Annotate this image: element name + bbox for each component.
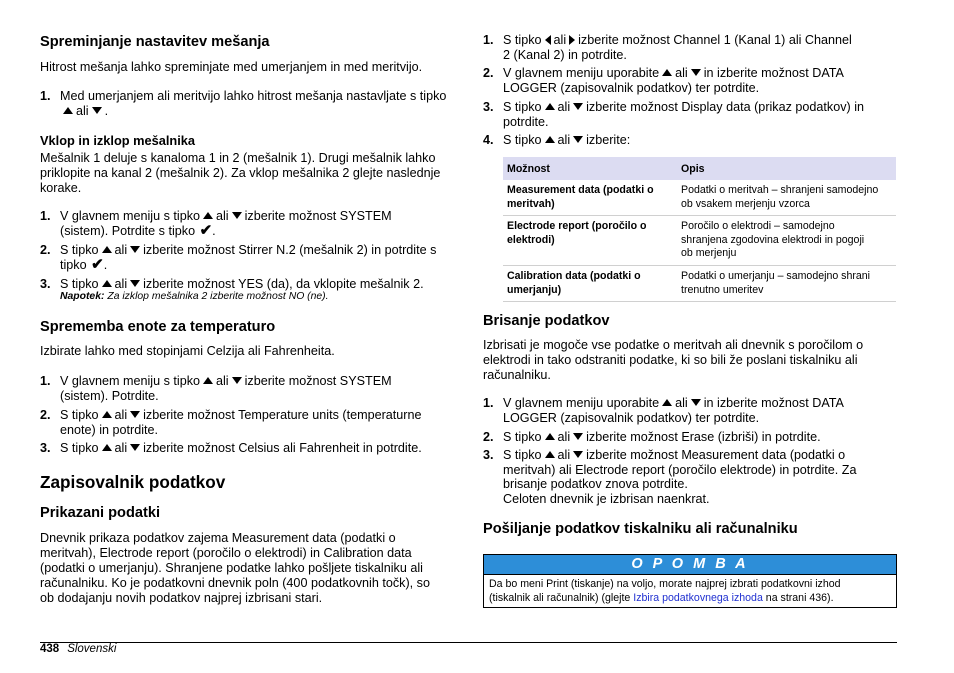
displayed-data-paragraph: Dnevnik prikaza podatkov zajema Measurement data (podatki o meritvah), Electrode report (poročilo o elektrodi) in Calibration data (podatki o umerjanju). Shranjene podatke lahko pošljete tiskalniku ali računalniku. Ko je podatkovni dnevnik poln (400 podatkovnih točk), so ob dodajanju novih podatkov najprej izbrisani stari. — [40, 531, 430, 605]
up-arrow-icon — [102, 444, 112, 451]
down-arrow-icon — [232, 377, 242, 384]
up-arrow-icon — [545, 103, 555, 110]
down-arrow-icon — [691, 69, 701, 76]
down-arrow-icon — [691, 399, 701, 406]
up-arrow-icon — [203, 377, 213, 384]
page-number: 438 — [40, 643, 60, 655]
stirrer-toggle-intro: Mešalnik 1 deluje s kanaloma 1 in 2 (mešalnik 1). Drugi mešalnik lahko priklopite na kanal 2 (mešalnik 2). Za vklop mešalnika 2 glejte naslednje korake. — [40, 151, 441, 195]
note-body: Da bo meni Print (tiskanje) na voljo, morate najprej izbrati podatkovni izhod (tiskalnik ali računalnik) (glejte Izbira podatkovnega izhoda na strani 436). — [489, 578, 841, 604]
table-header-row — [503, 157, 896, 180]
footer-language: Slovenski — [67, 643, 117, 655]
up-arrow-icon — [545, 433, 555, 440]
up-arrow-icon — [545, 136, 555, 143]
section-title-send-data: Pošiljanje podatkov tiskalniku ali računalniku — [483, 521, 798, 537]
table-header-option: Možnost — [503, 157, 677, 180]
check-icon: ✔ — [91, 255, 104, 273]
down-arrow-icon — [573, 103, 583, 110]
table-row: Calibration data (podatki o umerjanju) Podatki o umerjanju – samodejno shrani trenutno umeritev — [503, 265, 896, 301]
left-arrow-icon — [545, 35, 551, 45]
section-title-displayed-data: Prikazani podatki — [40, 505, 161, 521]
down-arrow-icon — [130, 246, 140, 253]
up-arrow-icon — [545, 451, 555, 458]
down-arrow-icon — [573, 451, 583, 458]
down-arrow-icon — [92, 107, 102, 114]
note-box — [483, 554, 897, 608]
section-title-delete-data: Brisanje podatkov — [483, 313, 610, 329]
temperature-intro: Izbirate lahko med stopinjami Celzija ali Fahrenheita. — [40, 344, 335, 358]
stirring-intro: Hitrost mešanja lahko spreminjate med umerjanjem in med meritvijo. — [40, 60, 423, 74]
section-title-temperature: Sprememba enote za temperaturo — [40, 319, 276, 335]
up-arrow-icon — [662, 399, 672, 406]
page-footer — [40, 643, 116, 655]
chapter-title: Zapisovalnik podatkov — [40, 472, 226, 492]
section-title-stirring: Spreminjanje nastavitev mešanja — [40, 34, 270, 50]
check-icon: ✔ — [199, 221, 213, 239]
footer-divider — [40, 642, 897, 643]
subsection-title-stirrer-toggle: Vklop in izklop mešalnika — [40, 133, 196, 148]
up-arrow-icon — [662, 69, 672, 76]
up-arrow-icon — [102, 246, 112, 253]
table-header-description: Opis — [677, 157, 896, 180]
table-row: Electrode report (poročilo o elektrodi) Poročilo o elektrodi – samodejno shranjena zgodovina elektrodi in pogoji ob merjenju — [503, 216, 896, 266]
down-arrow-icon — [573, 136, 583, 143]
up-arrow-icon — [63, 107, 73, 114]
right-arrow-icon — [569, 35, 575, 45]
up-arrow-icon — [102, 411, 112, 418]
options-table — [503, 157, 896, 302]
note-header: O P O M B A — [484, 555, 896, 575]
up-arrow-icon — [102, 280, 112, 287]
down-arrow-icon — [130, 444, 140, 451]
output-selection-link[interactable]: Izbira podatkovnega izhoda — [633, 591, 763, 604]
down-arrow-icon — [573, 433, 583, 440]
down-arrow-icon — [130, 280, 140, 287]
stirrer-tip: Napotek: Za izklop mešalnika 2 izberite možnost NO (ne). — [60, 291, 329, 302]
table-row: Measurement data (podatki o meritvah) Podatki o meritvah – shranjeni samodejno ob vsakem merjenju vzorca — [503, 180, 896, 216]
up-arrow-icon — [203, 212, 213, 219]
delete-data-paragraph: Izbrisati je mogoče vse podatke o meritvah ali dnevnik s poročilom o elektrodi in tako odstraniti podatke, ki so bili že poslani tiskalniku ali računalniku. — [483, 338, 864, 382]
down-arrow-icon — [130, 411, 140, 418]
down-arrow-icon — [232, 212, 242, 219]
